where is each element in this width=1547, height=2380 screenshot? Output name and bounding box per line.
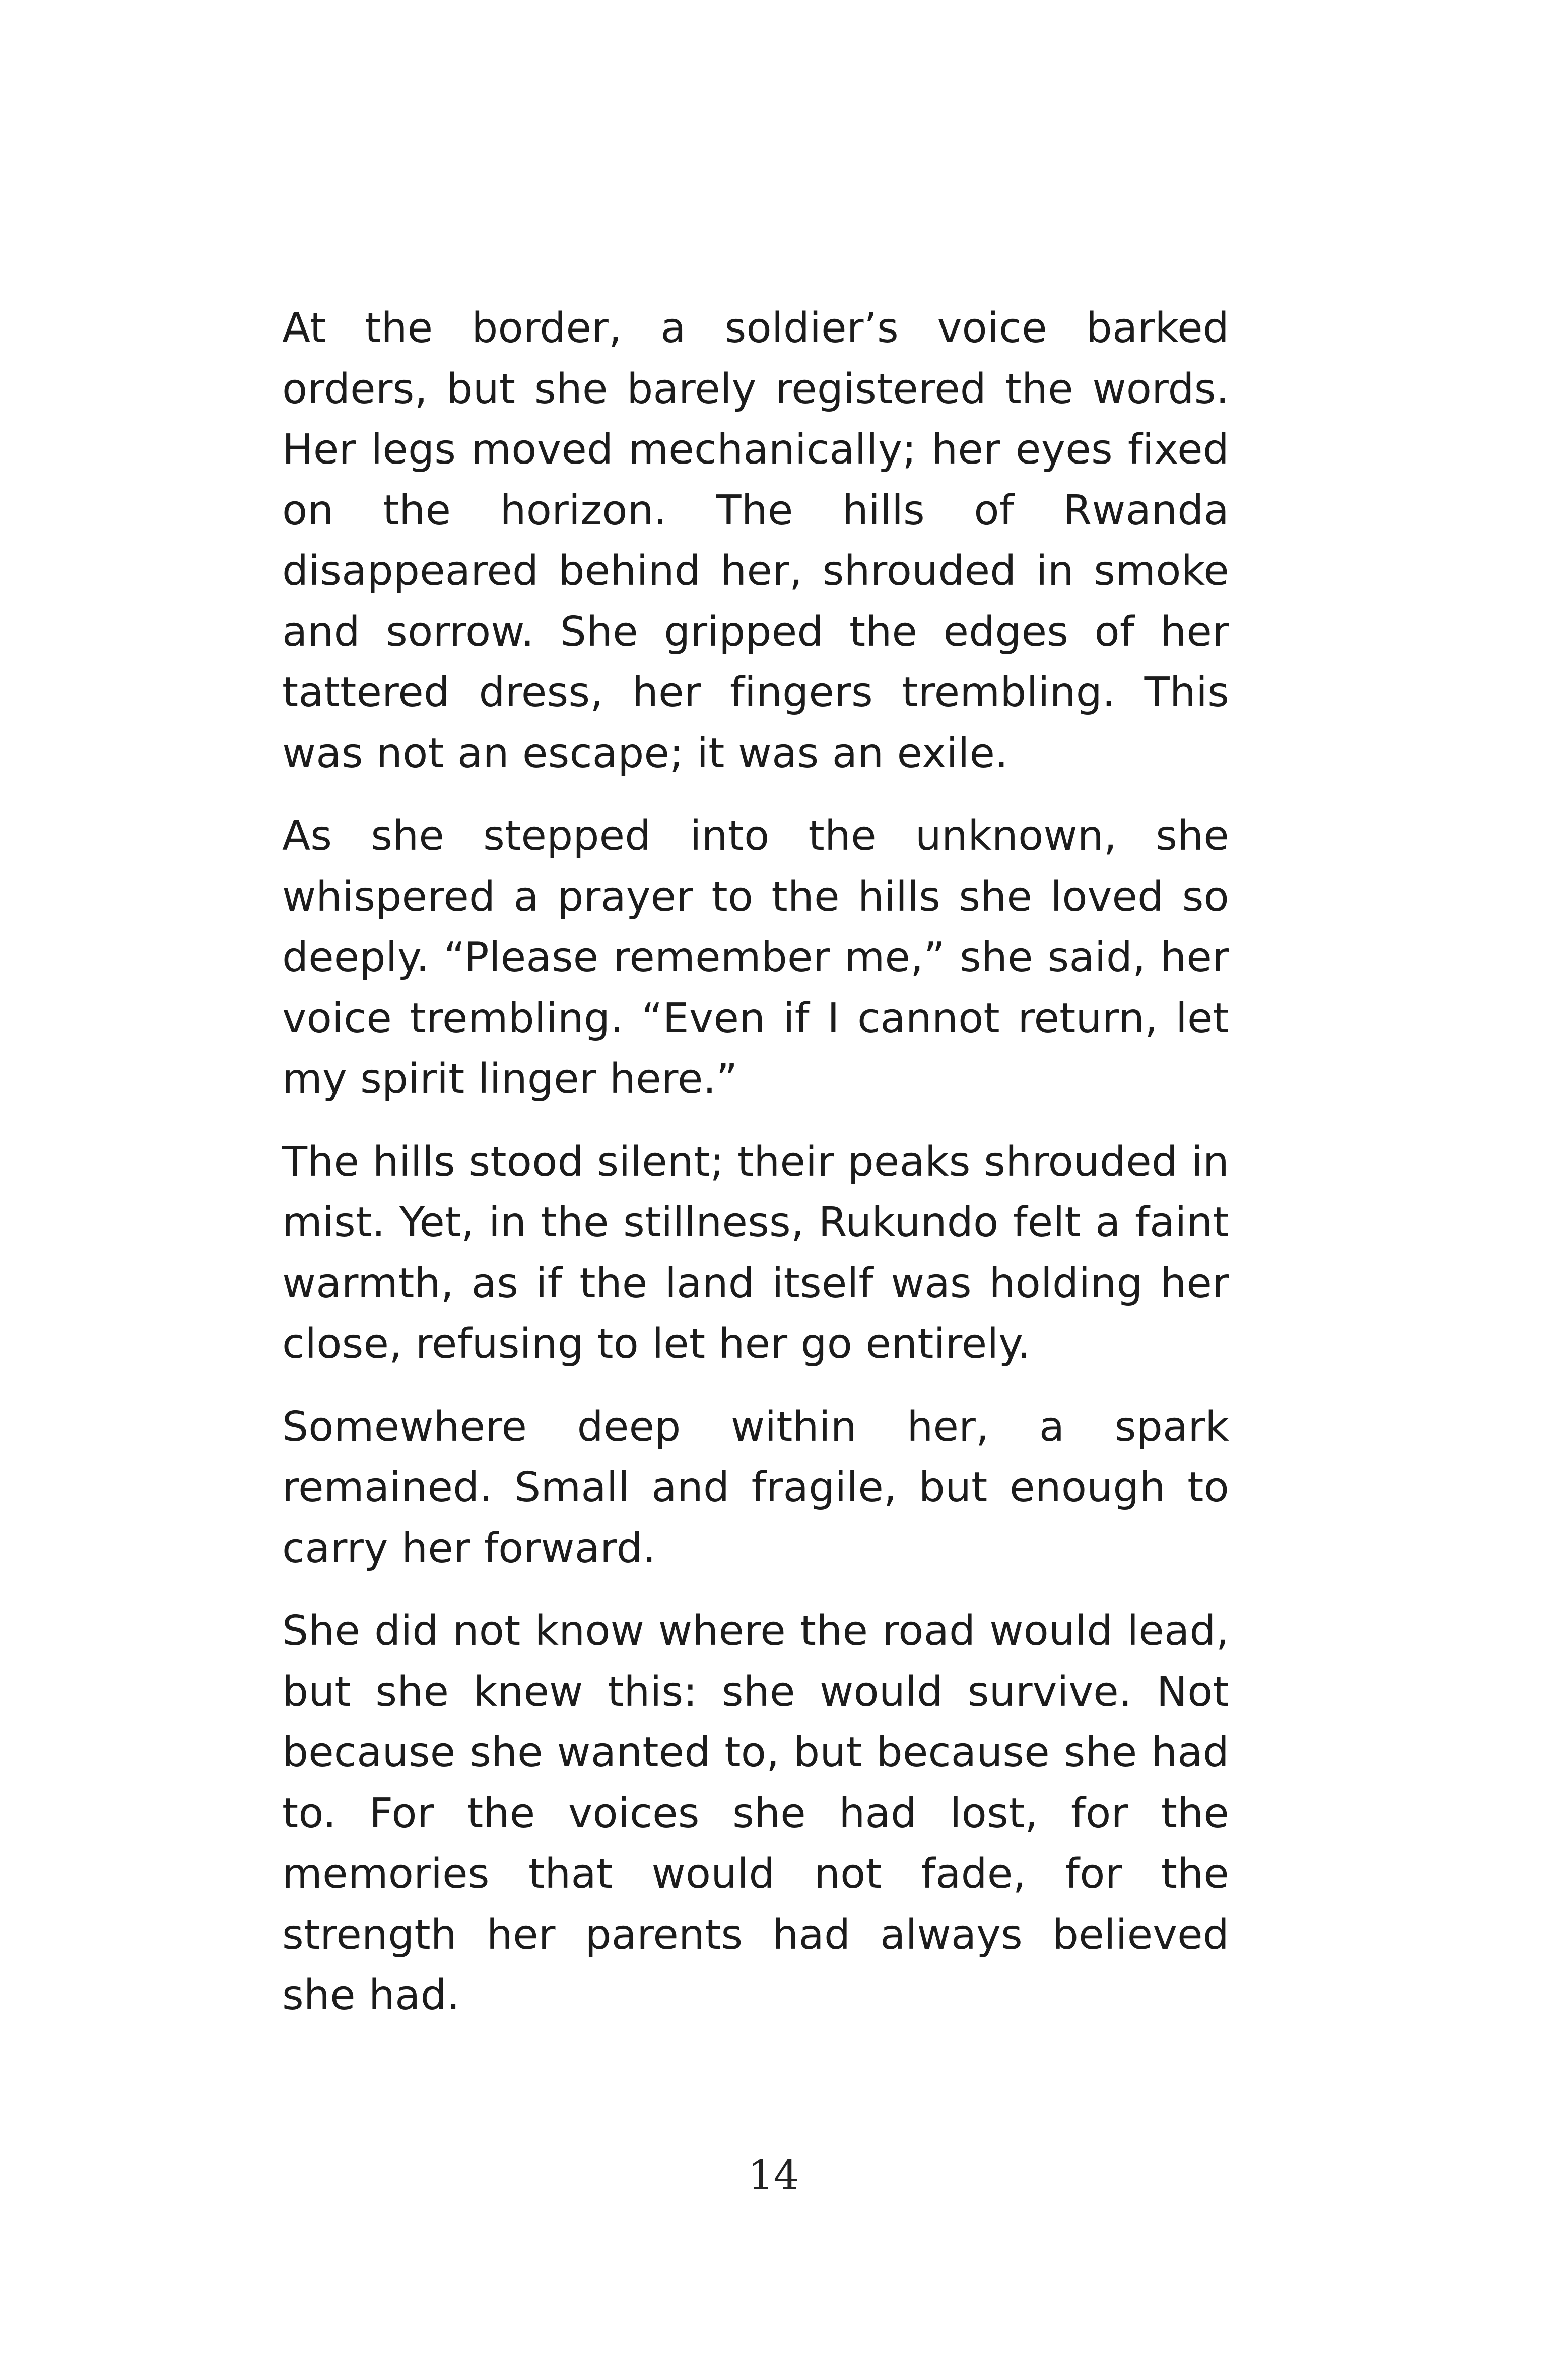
paragraph-3: The hills stood silent; their peaks shrouded in mist. Yet, in the stillness, Rukundo felt a faint warmth, as if the land itself was holding her close, refusing to let her go entirely. bbox=[282, 1138, 1229, 1368]
paragraph-1: At the border, a soldier’s voice barked orders, but she barely registered the words. Her legs moved mechanically; her eyes fixed on the horizon. The hills of Rwanda disappeared behind her, shrouded in smoke and sorrow. She gripped the edges of her tattered dress, her fingers trembling. This was not an escape; it was an exile. bbox=[282, 304, 1229, 777]
page-number: 14 bbox=[748, 2152, 799, 2199]
paragraph-5: She did not know where the road would lead, but she knew this: she would survive. Not because she wanted to, but because she had to. For the voices she had lost, for the memories that would not fade, for the strength her parents had always believed she had. bbox=[282, 1607, 1229, 2019]
paragraph-2: As she stepped into the unknown, she whispered a prayer to the hills she loved so deeply. “Please remember me,” she said, her voice trembling. “Even if I cannot return, let my spirit linger here.” bbox=[282, 812, 1229, 1103]
body-text bbox=[282, 298, 1229, 2048]
paragraph-4: Somewhere deep within her, a spark remained. Small and fragile, but enough to carry her forward. bbox=[282, 1403, 1229, 1572]
